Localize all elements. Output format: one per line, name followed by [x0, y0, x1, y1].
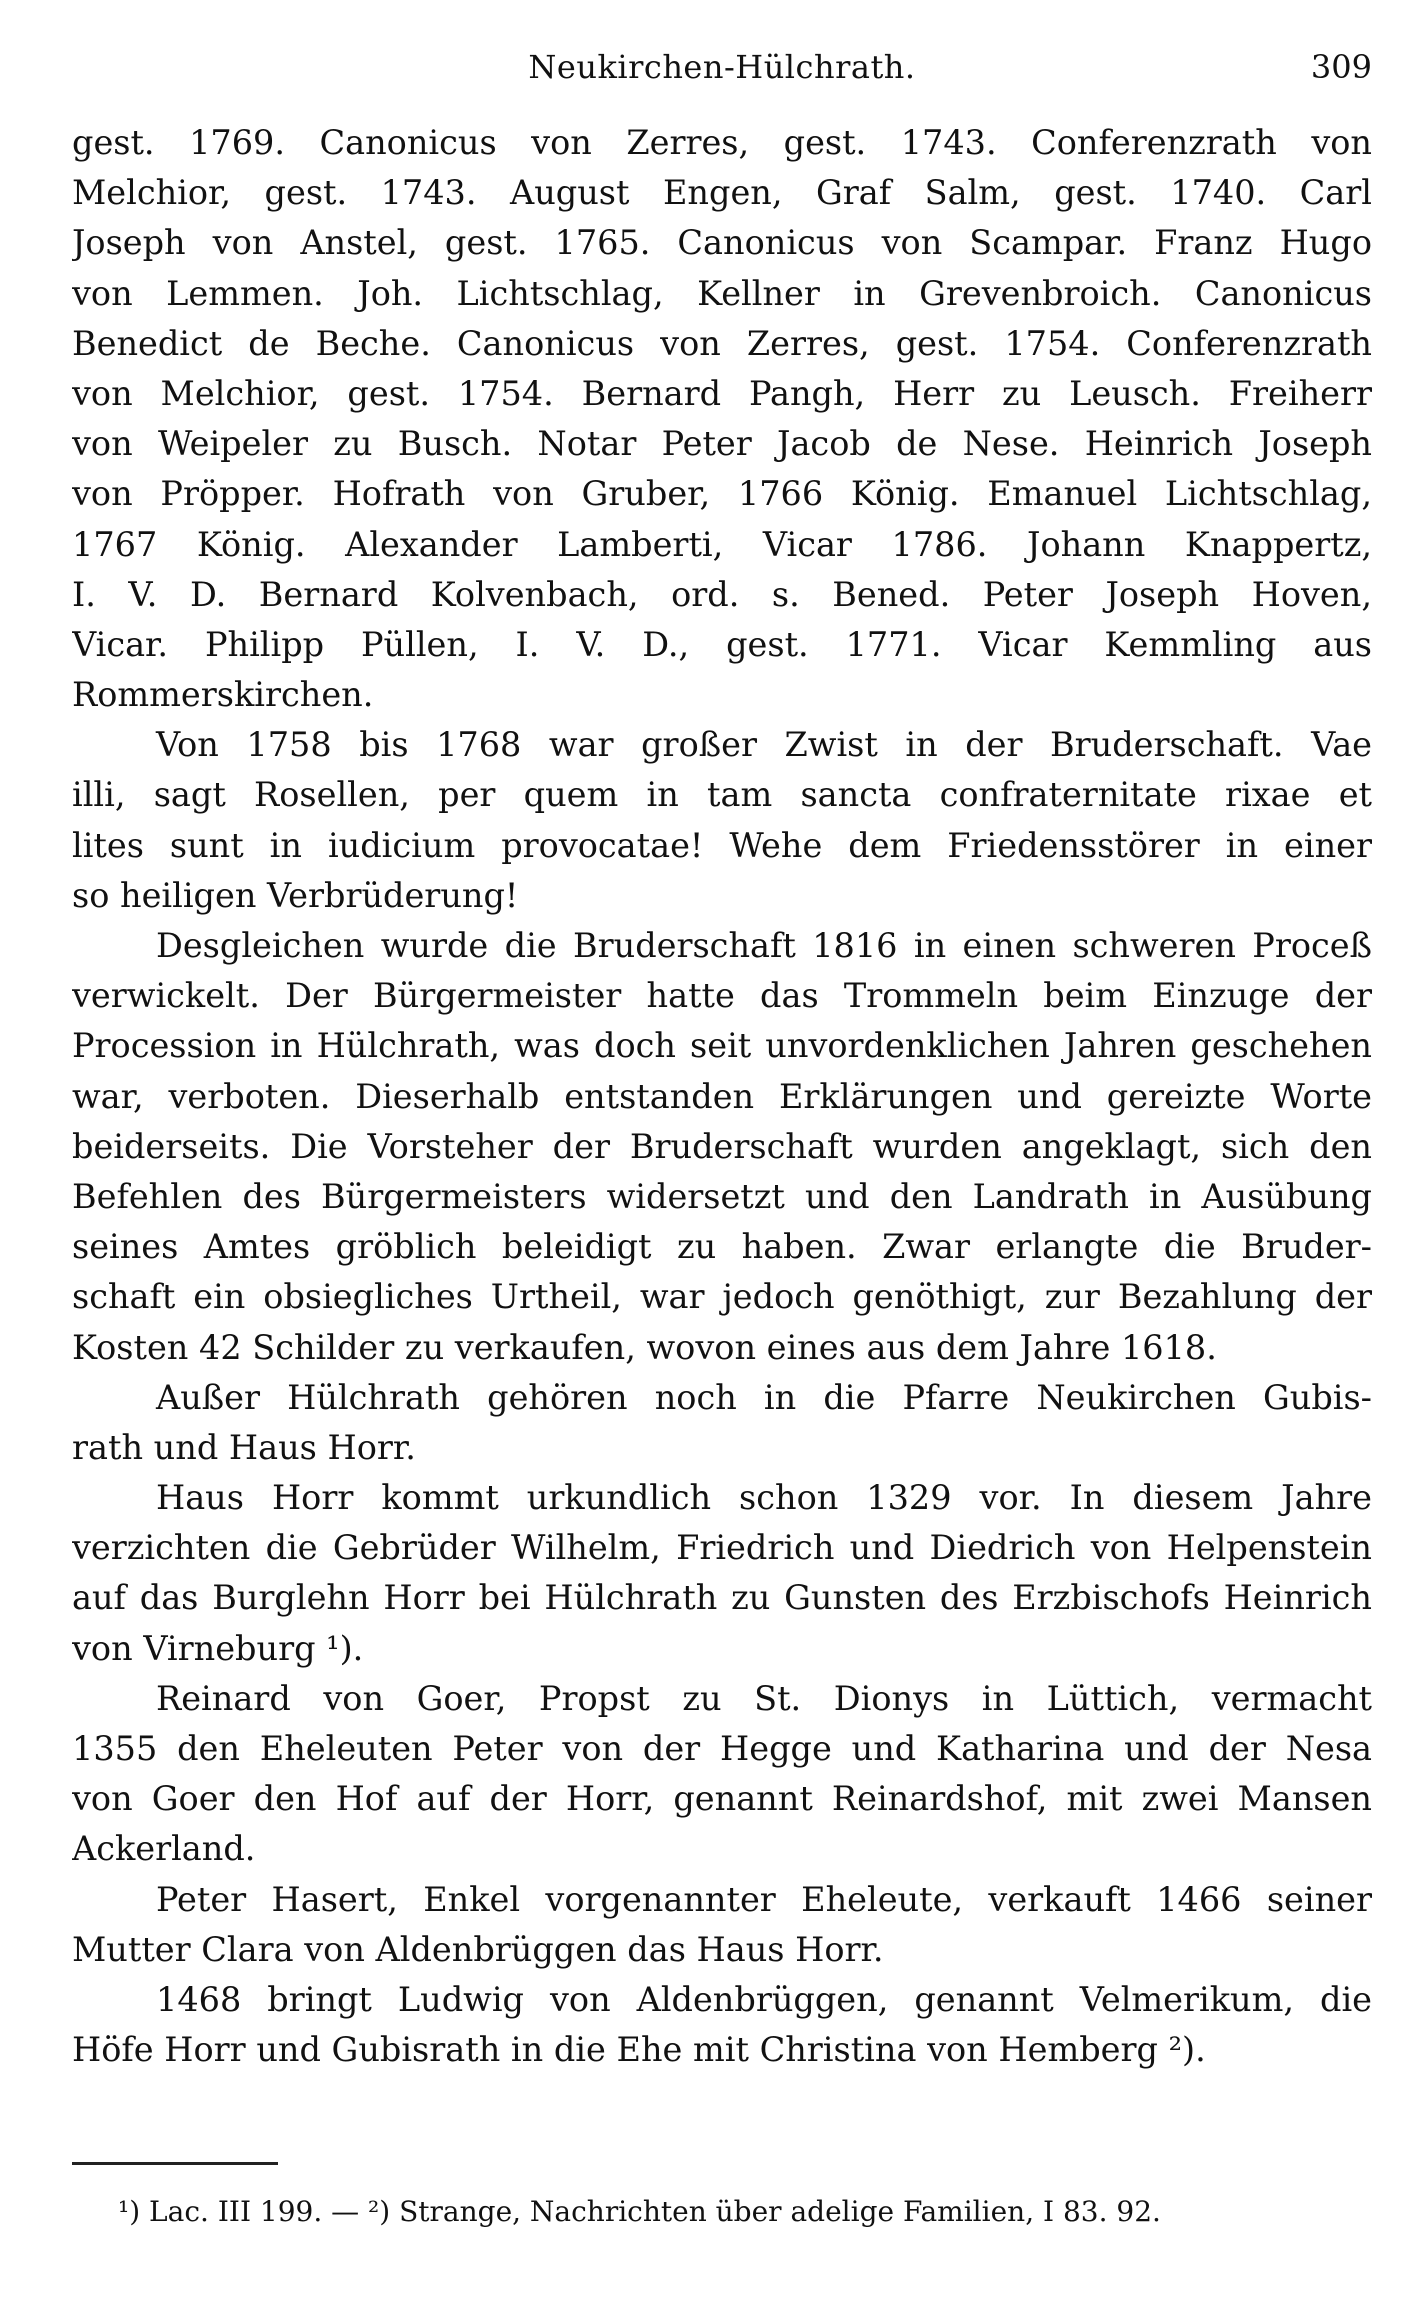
body-text	[72, 118, 1372, 2075]
text-line: Benedict de Beche. Canonicus von Zerres, gest. 1754. Conferenzrath	[72, 323, 1372, 363]
text-line: seines Amtes gröblich beleidigt zu haben. Zwar erlangte die Bruder-	[72, 1227, 1372, 1267]
text-line: 1468 bringt Ludwig von Aldenbrüggen, genannt Velmerikum, die	[156, 1979, 1372, 2019]
text-line: illi, sagt Rosellen, per quem in tam sancta confraternitate rixae et	[72, 775, 1372, 815]
text-line: Höfe Horr und Gubisrath in die Ehe mit Christina von Hemberg ²).	[72, 2030, 1206, 2070]
text-line: beiderseits. Die Vorsteher der Bruderschaft wurden angeklagt, sich den	[72, 1126, 1372, 1166]
text-line: lites sunt in iudicium provocatae! Wehe dem Friedensstörer in einer	[72, 825, 1372, 865]
text-line: Desgleichen wurde die Bruderschaft 1816 in einen schweren Proceß	[156, 926, 1372, 965]
text-line: von Lemmen. Joh. Lichtschlag, Kellner in Grevenbroich. Canonicus	[72, 273, 1372, 313]
text-line: Kosten 42 Schilder zu verkaufen, wovon eines aus dem Jahre 1618.	[72, 1327, 1217, 1367]
text-line: Von 1758 bis 1768 war großer Zwist in der Bruderschaft. Vae	[156, 725, 1372, 765]
text-line: schaft ein obsiegliches Urtheil, war jedoch genöthigt, zur Bezahlung der	[72, 1277, 1372, 1317]
text-line: Melchior, gest. 1743. August Engen, Graf Salm, gest. 1740. Carl	[72, 173, 1372, 213]
text-line: von Melchior, gest. 1754. Bernard Pangh, Herr zu Leusch. Freiherr	[72, 373, 1372, 413]
text-line: Mutter Clara von Aldenbrüggen das Haus Horr.	[72, 1929, 884, 1969]
text-line: Haus Horr kommt urkundlich schon 1329 vor. In diesem Jahre	[156, 1478, 1372, 1518]
text-line: I. V. D. Bernard Kolvenbach, ord. s. Bened. Peter Joseph Hoven,	[72, 574, 1372, 614]
text-line: auf das Burglehn Horr bei Hülchrath zu Gunsten des Erzbischofs Heinrich	[72, 1578, 1372, 1618]
text-line: verwickelt. Der Bürgermeister hatte das Trommeln beim Einzuge der	[72, 976, 1372, 1016]
footnote-divider	[72, 2162, 278, 2165]
page-header	[72, 48, 1372, 98]
text-line: Vicar. Philipp Püllen, I. V. D., gest. 1771. Vicar Kemmling aus	[72, 624, 1372, 664]
running-head: Neukirchen-Hülchrath.	[528, 48, 916, 86]
text-line: von Virneburg ¹).	[72, 1628, 364, 1668]
footnotes: ¹) Lac. III 199. — ²) Strange, Nachrichten über adelige Familien, I 83. 92.	[118, 2195, 1161, 2228]
text-line: Joseph von Anstel, gest. 1765. Canonicus von Scampar. Franz Hugo	[72, 223, 1372, 263]
text-line: Befehlen des Bürgermeisters widersetzt und den Landrath in Ausübung	[72, 1176, 1372, 1216]
text-line: gest. 1769. Canonicus von Zerres, gest. 1743. Conferenzrath von	[72, 123, 1372, 162]
text-line: Procession in Hülchrath, was doch seit unvordenklichen Jahren geschehen	[72, 1026, 1372, 1066]
text-line: von Weipeler zu Busch. Notar Peter Jacob de Nese. Heinrich Joseph	[72, 424, 1372, 464]
text-line: rath und Haus Horr.	[72, 1427, 416, 1467]
text-line: von Pröpper. Hofrath von Gruber, 1766 König. Emanuel Lichtschlag,	[72, 474, 1372, 514]
text-line: Reinard von Goer, Propst zu St. Dionys in Lüttich, vermacht	[156, 1678, 1372, 1718]
text-line: verzichten die Gebrüder Wilhelm, Friedrich und Diedrich von Helpenstein	[72, 1528, 1372, 1568]
text-line: Außer Hülchrath gehören noch in die Pfarre Neukirchen Gubis-	[156, 1377, 1372, 1417]
text-line: 1355 den Eheleuten Peter von der Hegge und Katharina und der Nesa	[72, 1729, 1372, 1768]
text-line: so heiligen Verbrüderung!	[72, 875, 519, 915]
text-line: Ackerland.	[72, 1829, 256, 1869]
text-line: 1767 König. Alexander Lamberti, Vicar 1786. Johann Knappertz,	[72, 524, 1372, 564]
text-line: Rommerskirchen.	[72, 675, 374, 715]
text-line: war, verboten. Dieserhalb entstanden Erklärungen und gereizte Worte	[72, 1076, 1372, 1116]
page-number: 309	[1310, 48, 1372, 86]
text-line: Peter Hasert, Enkel vorgenannter Eheleute, verkauft 1466 seiner	[156, 1879, 1372, 1919]
text-line: von Goer den Hof auf der Horr, genannt Reinardshof, mit zwei Mansen	[72, 1779, 1372, 1819]
